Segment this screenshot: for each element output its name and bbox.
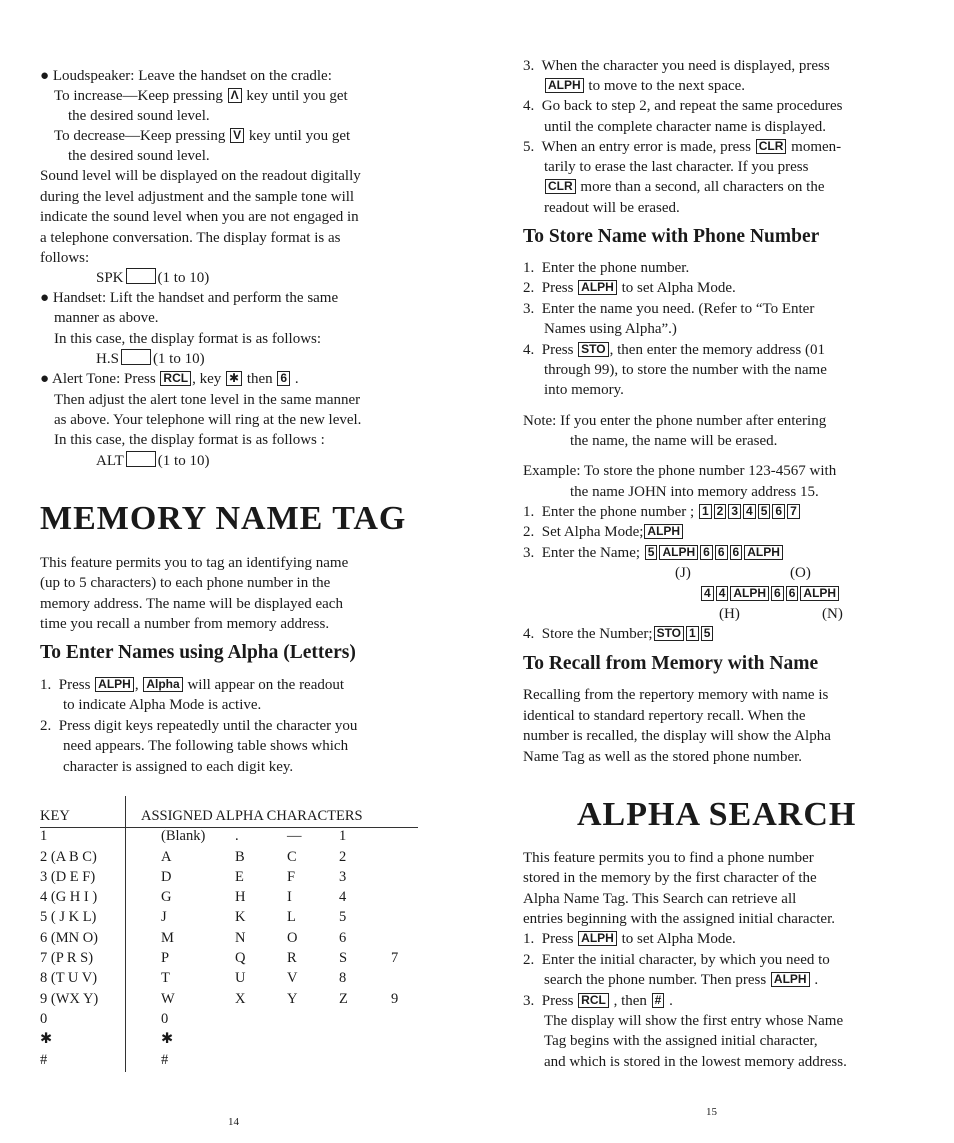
table-cell-char: [339, 1009, 391, 1029]
table-cell-char: 2: [339, 848, 347, 865]
table-cell-char: L: [287, 909, 296, 926]
table-cell-char: [391, 907, 431, 927]
up-key: Λ: [228, 88, 242, 103]
sto-key: STO: [654, 626, 684, 641]
decrease-line: To decrease—Keep pressing V key until you get: [54, 128, 351, 144]
table-cell-key: ✱: [40, 1031, 53, 1048]
table-cell-char: [391, 867, 431, 887]
text-line: entries beginning with the assigned initial character.: [523, 911, 835, 927]
table-row: [40, 968, 431, 988]
hash-key: #: [652, 993, 665, 1008]
table-row: [40, 887, 431, 907]
note-line: the name, the name will be erased.: [570, 433, 778, 449]
text-line: as above. Your telephone will ring at the new level.: [54, 412, 362, 428]
text-line: The display will show the first entry whose Name: [544, 1013, 844, 1029]
table-cell-char: #: [161, 1051, 169, 1068]
text-line: Alpha Name Tag. This Search can retrieve all: [523, 891, 797, 907]
display-box: [121, 349, 151, 365]
table-row: [40, 1050, 431, 1070]
table-cell-char: N: [235, 929, 246, 946]
alph-key: ALPH: [744, 545, 783, 560]
table-cell-char: [339, 1050, 391, 1070]
text-line: This feature permits you to find a phone number: [523, 850, 814, 866]
table-cell-char: J: [161, 909, 167, 926]
text-line: In this case, the display format is as follows :: [54, 432, 325, 448]
step-4: 4. Go back to step 2, and repeat the same procedures: [523, 98, 843, 114]
alph-key: ALPH: [771, 972, 810, 987]
text-line: This feature permits you to tag an identifying name: [40, 555, 349, 571]
four-key: 4: [716, 586, 729, 601]
one-key: 1: [686, 626, 699, 641]
text-line: follows:: [40, 250, 90, 266]
clr-key: CLR: [545, 179, 576, 194]
text-line: In this case, the display format is as follows:: [54, 331, 322, 347]
text-line: Sound level will be displayed on the readout digitally: [40, 168, 361, 184]
alph-key: ALPH: [800, 586, 839, 601]
table-cell-char: [391, 928, 431, 948]
store-step-4: 4. Press STO , then enter the memory address (01: [523, 342, 825, 358]
step-5: 5. When an entry error is made, press CLR momen-: [523, 139, 842, 155]
bullet: ●: [40, 68, 50, 84]
table-cell-char: [391, 847, 431, 867]
text-line: through 99), to store the number with the name: [544, 362, 827, 378]
step-5-cont: CLR more than a second, all characters on the: [544, 177, 824, 197]
six-key: 6: [730, 545, 743, 560]
four-key: 4: [701, 586, 714, 601]
table-cell-char: F: [287, 868, 296, 885]
text-line: manner as above.: [54, 310, 159, 326]
bullet: ●: [40, 371, 50, 387]
table-row: [40, 1029, 431, 1049]
six-key: 6: [772, 504, 785, 519]
step-3: 3. When the character you need is displayed, press: [523, 58, 830, 74]
text-line: need appears. The following table shows which: [63, 738, 349, 754]
text-line: Name Tag as well as the stored phone number.: [523, 749, 803, 765]
subheading-store-name: To Store Name with Phone Number: [523, 226, 820, 247]
alph-key: ALPH: [644, 524, 683, 539]
table-cell-char: T: [161, 970, 170, 987]
table-header-key: KEY: [40, 808, 70, 824]
example-step-2: 2. Set Alpha Mode; ALPH: [523, 522, 684, 542]
table-cell-key: 2 (A B C): [40, 848, 97, 865]
text-line: time you recall a number from memory address.: [40, 616, 330, 632]
four-key: 4: [743, 504, 756, 519]
text-line: indicate the sound level when you are not engaged in: [40, 209, 359, 225]
table-cell-key: 6 (MN O): [40, 929, 98, 946]
table-header-row: [40, 806, 431, 826]
table-cell-key: 8 (T U V): [40, 970, 98, 987]
table-cell-char: R: [287, 950, 297, 967]
text-line: a telephone conversation. The display format is as: [40, 230, 341, 246]
table-cell-char: —: [287, 828, 302, 845]
letter-label: (O): [790, 565, 811, 581]
alph-key: ALPH: [659, 545, 698, 560]
six-key: 6: [277, 371, 290, 386]
table-cell-char: C: [287, 848, 297, 865]
table-row: [40, 989, 431, 1009]
table-cell-char: W: [161, 990, 175, 1007]
text-line: to indicate Alpha Mode is active.: [63, 697, 262, 713]
text-line: (up to 5 characters) to each phone number in the: [40, 575, 331, 591]
three-key: 3: [728, 504, 741, 519]
alph-key: ALPH: [545, 78, 584, 93]
table-cell-char: V: [287, 970, 298, 987]
table-cell-char: Q: [235, 950, 246, 967]
section-title-memory-name-tag: MEMORY NAME TAG: [40, 500, 407, 537]
letter-label: (H): [719, 606, 740, 622]
six-key: 6: [700, 545, 713, 560]
sto-key: STO: [578, 342, 608, 357]
table-cell-key: 0: [40, 1010, 48, 1027]
table-cell-char: 8: [339, 970, 347, 987]
table-cell-char: E: [235, 868, 244, 885]
table-cell-char: [391, 1029, 431, 1049]
store-step-2: 2. Press ALPH to set Alpha Mode.: [523, 280, 736, 296]
table-row: [40, 867, 431, 887]
text-line: memory address. The name will be displayed each: [40, 596, 343, 612]
bullet: ●: [40, 290, 50, 306]
display-box: [126, 268, 156, 284]
seven-key: 7: [787, 504, 800, 519]
table-cell-char: [235, 1029, 287, 1049]
table-row: [40, 948, 431, 968]
rcl-key: RCL: [160, 371, 191, 386]
text-line: the desired sound level.: [68, 108, 210, 124]
table-cell-char: .: [235, 828, 239, 845]
table-header-assigned: ASSIGNED ALPHA CHARACTERS: [141, 808, 363, 824]
table-cell-char: A: [161, 848, 172, 865]
text-line: during the level adjustment and the sample tone will: [40, 189, 355, 205]
table-cell-key: 7 (P R S): [40, 950, 94, 967]
table-cell-key: 4 (G H I ): [40, 889, 98, 906]
table-cell-char: G: [161, 889, 172, 906]
step-1: 1. Press ALPH , Alpha will appear on the readout: [40, 677, 345, 693]
subheading-recall: To Recall from Memory with Name: [523, 653, 819, 674]
text-line: identical to standard repertory recall. When the: [523, 708, 806, 724]
table-row: [40, 1009, 431, 1029]
alpha-indicator: Alpha: [143, 677, 182, 692]
hs-display-format: H.S (1 to 10): [96, 351, 205, 367]
text-line: until the complete character name is displayed.: [544, 119, 826, 135]
letter-label: (J): [675, 565, 691, 581]
alph-key: ALPH: [730, 586, 769, 601]
table-row: [40, 907, 431, 927]
text-line: tarily to erase the last character. If you press: [544, 159, 809, 175]
alert-tone-line: ● Alert Tone: Press RCL , key ✱ then 6 .: [40, 371, 299, 387]
five-key: 5: [645, 545, 658, 560]
search-step-3: 3. Press RCL , then # .: [523, 993, 673, 1009]
table-row: [40, 826, 431, 846]
table-cell-char: 3: [339, 868, 347, 885]
table-cell-char: [287, 1050, 339, 1070]
note-line: Note: If you enter the phone number after entering: [523, 413, 827, 429]
page-number: 15: [706, 1106, 717, 1118]
loudspeaker-line: ● Loudspeaker: Leave the handset on the cradle:: [40, 68, 332, 84]
spk-display-format: SPK (1 to 10): [96, 270, 210, 286]
text-line: character is assigned to each digit key.: [63, 759, 294, 775]
table-cell-char: S: [339, 950, 348, 967]
two-key: 2: [714, 504, 727, 519]
text-line: into memory.: [544, 382, 624, 398]
table-cell-char: I: [287, 889, 292, 906]
subheading-enter-names: To Enter Names using Alpha (Letters): [40, 642, 356, 663]
text-line: the desired sound level.: [68, 148, 210, 164]
table-cell-char: U: [235, 970, 246, 987]
six-key: 6: [771, 586, 784, 601]
example-step-4: 4. Store the Number; STO 1 5: [523, 624, 714, 644]
text-line: readout will be erased.: [544, 200, 680, 216]
text-line: and which is stored in the lowest memory address.: [544, 1054, 847, 1070]
store-step-1: 1. Enter the phone number.: [523, 260, 690, 276]
table-cell-key: #: [40, 1051, 48, 1068]
table-cell-char: K: [235, 909, 246, 926]
table-cell-char: [391, 887, 431, 907]
section-title-alpha-search: ALPHA SEARCH: [577, 796, 857, 833]
table-cell-char: P: [161, 950, 170, 967]
table-cell-char: 5: [339, 909, 347, 926]
five-key: 5: [758, 504, 771, 519]
text-line: number is recalled, the display will show the Alpha: [523, 728, 831, 744]
search-step-2: 2. Enter the initial character, by which you need to: [523, 952, 830, 968]
table-cell-char: B: [235, 848, 245, 865]
step-2: 2. Press digit keys repeatedly until the character you: [40, 718, 358, 734]
table-cell-key: 9 (WX Y): [40, 990, 99, 1007]
table-cell-char: [391, 1009, 431, 1029]
text-line: Then adjust the alert tone level in the same manner: [54, 392, 361, 408]
text-line: Tag begins with the assigned initial character,: [544, 1033, 818, 1049]
text-line: Recalling from the repertory memory with name is: [523, 687, 829, 703]
table-cell-char: Z: [339, 990, 348, 1007]
table-cell-char: [339, 1029, 391, 1049]
table-cell-char: Y: [287, 990, 298, 1007]
table-cell-char: 4: [339, 889, 347, 906]
table-cell-char: [235, 1009, 287, 1029]
table-cell-key: 1: [40, 828, 48, 845]
table-row: [40, 928, 431, 948]
six-key: 6: [786, 586, 799, 601]
five-key: 5: [701, 626, 714, 641]
alph-key: ALPH: [578, 280, 617, 295]
table-cell-char: ✱: [161, 1031, 174, 1048]
store-step-3: 3. Enter the name you need. (Refer to “To Enter: [523, 301, 815, 317]
increase-line: To increase—Keep pressing Λ key until you get: [54, 88, 348, 104]
alpha-character-table: [40, 806, 431, 1070]
alt-display-format: ALT (1 to 10): [96, 453, 210, 469]
clr-key: CLR: [756, 139, 787, 154]
text-line: stored in the memory by the first character of the: [523, 870, 817, 886]
step-3-cont: ALPH to move to the next space.: [544, 76, 745, 96]
table-cell-char: 1: [339, 828, 347, 845]
alph-key: ALPH: [578, 931, 617, 946]
table-cell-char: (Blank): [161, 828, 206, 845]
handset-line: ● Handset: Lift the handset and perform the same: [40, 290, 339, 306]
table-cell-char: [391, 968, 431, 988]
table-cell-char: [287, 1009, 339, 1029]
rcl-key: RCL: [578, 993, 609, 1008]
table-cell-key: 5 ( J K L): [40, 909, 97, 926]
alph-key: ALPH: [95, 677, 134, 692]
table-cell-char: 6: [339, 929, 347, 946]
table-cell-key: 3 (D E F): [40, 868, 96, 885]
table-cell-char: H: [235, 889, 246, 906]
table-cell-char: [235, 1050, 287, 1070]
display-box: [126, 451, 156, 467]
table-cell-char: D: [161, 868, 172, 885]
table-cell-char: O: [287, 929, 298, 946]
table-cell-char: [287, 1029, 339, 1049]
star-key: ✱: [226, 371, 242, 386]
example-step-1: 1. Enter the phone number ; 1 2 3 4 5 6 7: [523, 502, 801, 522]
page-number: 14: [228, 1116, 239, 1128]
table-cell-char: 7: [391, 950, 399, 967]
one-key: 1: [699, 504, 712, 519]
example-line: the name JOHN into memory address 15.: [570, 484, 819, 500]
example-line: Example: To store the phone number 123-4567 with: [523, 463, 837, 479]
table-row: [40, 847, 431, 867]
search-step-1: 1. Press ALPH to set Alpha Mode.: [523, 931, 736, 947]
letter-label: (N): [822, 606, 843, 622]
table-cell-char: [391, 826, 431, 846]
text-line: Names using Alpha”.): [544, 321, 677, 337]
example-step-3-cont: [700, 584, 840, 604]
search-step-2-cont: search the phone number. Then press ALPH .: [544, 972, 819, 988]
table-cell-char: [391, 1050, 431, 1070]
down-key: V: [230, 128, 244, 143]
table-cell-char: X: [235, 990, 246, 1007]
table-cell-char: 0: [161, 1010, 169, 1027]
table-cell-char: M: [161, 929, 174, 946]
example-step-3: 3. Enter the Name; 5 ALPH 6 6 6 ALPH: [523, 543, 784, 563]
table-cell-char: 9: [391, 990, 399, 1007]
six-key: 6: [715, 545, 728, 560]
